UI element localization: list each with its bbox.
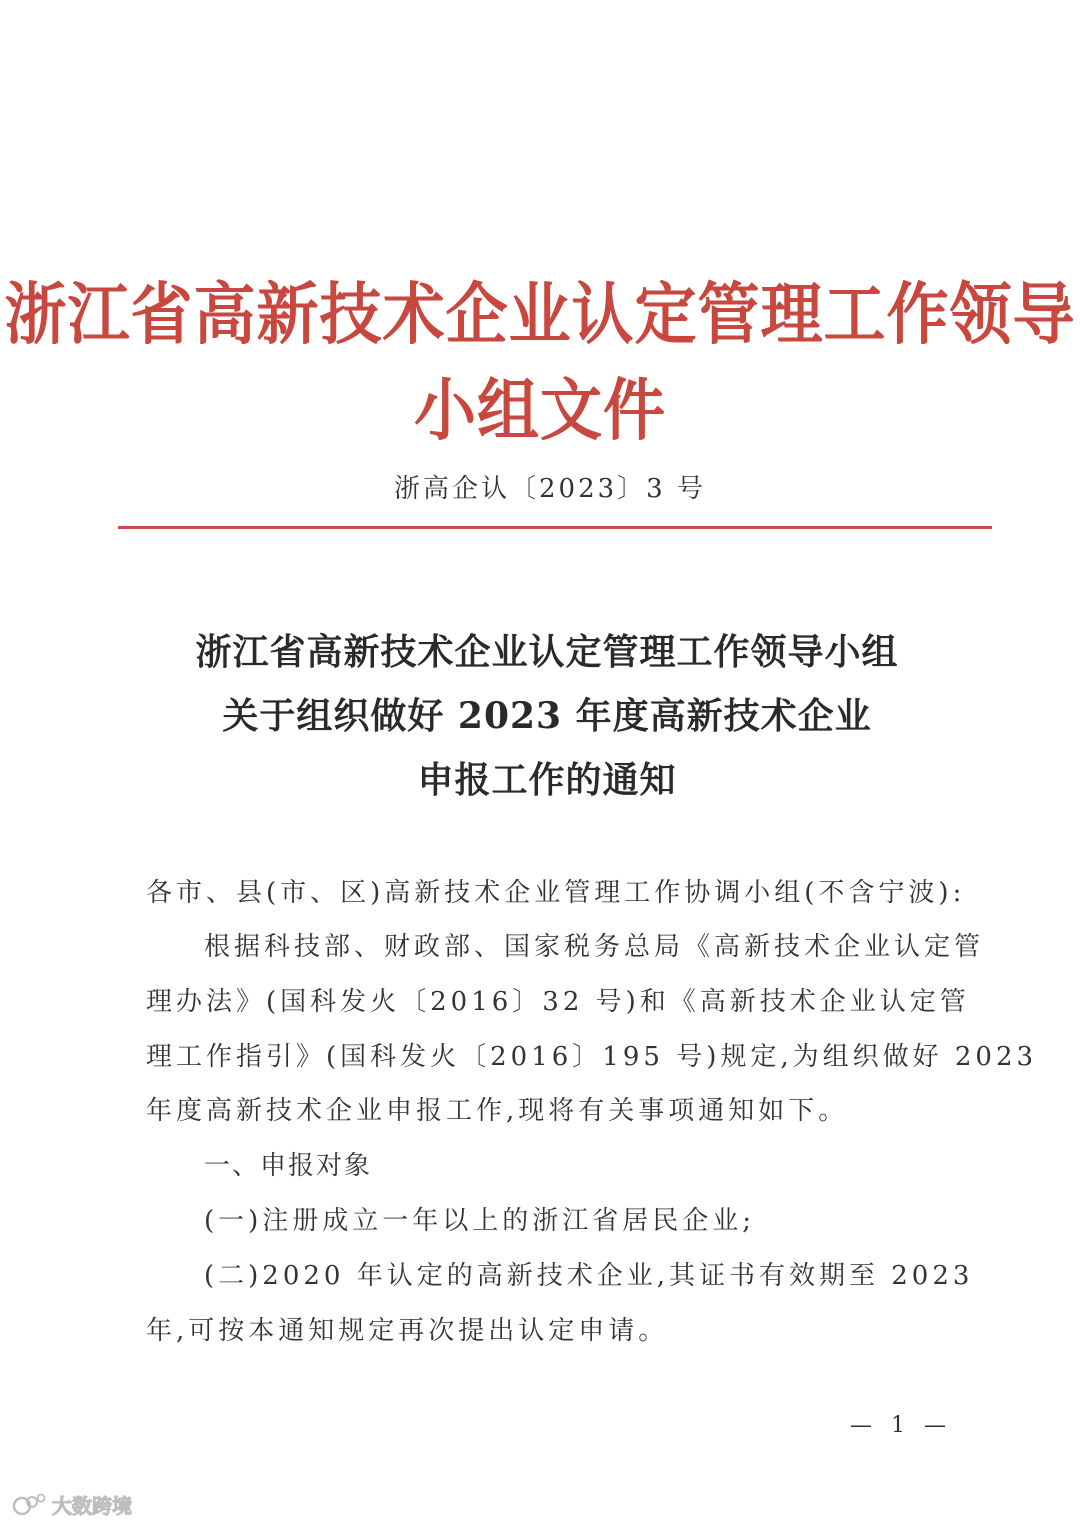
list-item-2-line-1: (二)2020 年认定的高新技术企业,其证书有效期至 2023 [204,1261,974,1291]
watermark [12,1488,132,1520]
list-item-1: (一)注册成立一年以上的浙江省居民企业; [204,1206,756,1236]
paragraph-1-line-3: 理工作指引》(国科发火〔2016〕195 号)规定,为组织做好 2023 [146,1042,1038,1072]
section-heading-1: 一、申报对象 [204,1151,373,1181]
notice-title-line-2: 关于组织做好 2023 年度高新技术企业 [222,695,872,737]
document-number: 浙高企认〔2023〕3 号 [394,474,706,504]
paragraph-1-line-4: 年度高新技术企业申报工作,现将有关事项通知如下。 [146,1096,849,1126]
red-divider-line [118,526,992,529]
list-item-2-line-2: 年,可按本通知规定再次提出认定申请。 [146,1316,669,1346]
notice-title-line-1: 浙江省高新技术企业认定管理工作领导小组 [195,631,899,673]
brand-logo-icon [12,1490,48,1518]
watermark-text: 大数跨境 [52,1493,132,1518]
page-number: — 1 — [850,1413,952,1438]
salutation: 各市、县(市、区)高新技术企业管理工作协调小组(不含宁波): [146,878,966,908]
notice-title-line-3: 申报工作的通知 [417,759,677,801]
paragraph-1-line-1: 根据科技部、财政部、国家税务总局《高新技术企业认定管 [204,932,985,962]
masthead-title: 浙江省高新技术企业认定管理工作领导小组文件 [4,274,1076,450]
paragraph-1-line-2: 理办法》(国科发火〔2016〕32 号)和《高新技术企业认定管 [146,987,970,1017]
